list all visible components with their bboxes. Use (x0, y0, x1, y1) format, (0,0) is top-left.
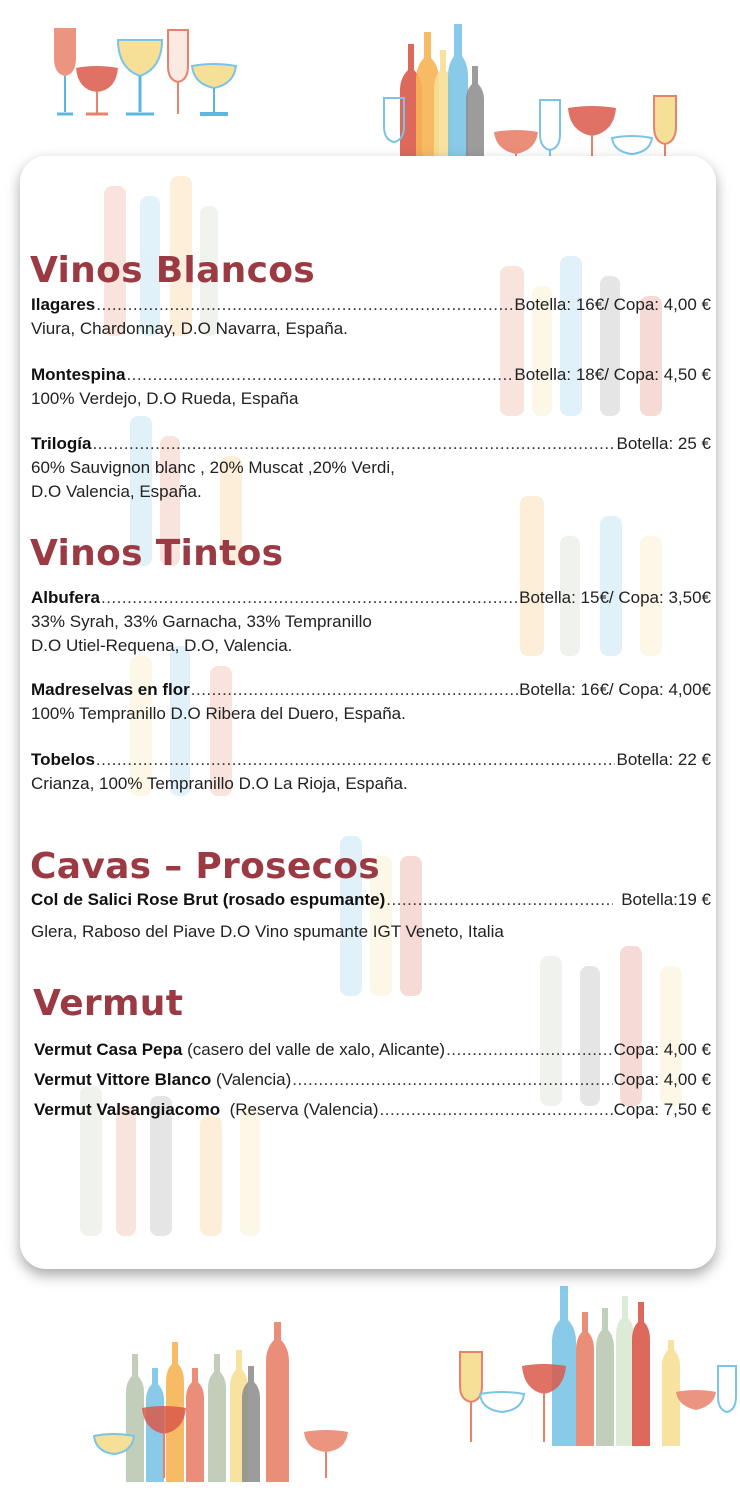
item-name: Col de Salici Rose Brut (rosado espumante) (31, 890, 386, 909)
item-price: Botella: 18€/ Copa: 4,50 € (514, 365, 711, 384)
section-title-vermut: Vermut (33, 983, 184, 1024)
wine-glasses-illustration-top-left (48, 24, 248, 120)
menu-item-tobelos (31, 750, 711, 770)
item-description: Crianza, 100% Tempranillo D.O La Rioja, España. (31, 774, 408, 793)
menu-item-vermut-valsangiacomo (34, 1100, 711, 1120)
menu-item-albufera (31, 588, 711, 608)
dot-leader (292, 1070, 612, 1090)
item-description: D.O Valencia, España. (31, 482, 202, 501)
item-note: (Valencia) (211, 1070, 292, 1089)
item-price: Botella: 16€/ Copa: 4,00 € (514, 295, 711, 314)
item-name: Vermut Casa Pepa (34, 1040, 183, 1059)
menu-item-montespina (31, 365, 711, 385)
item-price: Copa: 4,00 € (613, 1040, 711, 1059)
item-description: 100% Tempranillo D.O Ribera del Duero, España. (31, 704, 406, 723)
wine-bottles-illustration-bottom-right (456, 1282, 740, 1452)
item-description: D.O Utiel-Requena, D.O, Valencia. (31, 636, 293, 655)
menu-item-ilagares (31, 295, 711, 315)
dot-leader (96, 295, 513, 315)
item-name: Albufera (31, 588, 100, 607)
item-description: Viura, Chardonnay, D.O Navarra, España. (31, 319, 348, 338)
item-description: Glera, Raboso del Piave D.O Vino spumante IGT Veneto, Italia (31, 922, 504, 941)
dot-leader (96, 750, 616, 770)
dot-leader (386, 890, 613, 910)
dot-leader (126, 365, 513, 385)
dot-leader (446, 1040, 613, 1060)
dot-leader (101, 588, 518, 608)
menu-item-vermut-vittore-blanco (34, 1070, 711, 1090)
item-name: Trilogía (31, 434, 92, 453)
menu-item-trilogia (31, 434, 711, 454)
dot-leader (191, 680, 518, 700)
item-price: Botella: 22 € (616, 750, 711, 769)
section-title-vinos-blancos: Vinos Blancos (30, 250, 315, 291)
menu-item-vermut-casa-pepa (34, 1040, 711, 1060)
menu-card (20, 156, 716, 1269)
item-note: (Reserva (Valencia) (220, 1100, 379, 1119)
item-price: Botella:19 € (621, 890, 711, 909)
item-description: 33% Syrah, 33% Garnacha, 33% Tempranillo (31, 612, 372, 631)
item-price: Copa: 4,00 € (613, 1070, 711, 1089)
dot-leader (92, 434, 615, 454)
item-description: 100% Verdejo, D.O Rueda, España (31, 389, 299, 408)
item-description: 60% Sauvignon blanc , 20% Muscat ,20% Verdi, (31, 458, 395, 477)
item-price: Botella: 25 € (616, 434, 711, 453)
menu-item-madreselvas-en-flor (31, 680, 711, 700)
item-name: Montespina (31, 365, 126, 384)
item-name: Vermut Valsangiacomo (34, 1100, 221, 1119)
section-title-cavas-prosecos: Cavas – Prosecos (30, 846, 380, 887)
wine-bottles-illustration-bottom-left (90, 1318, 360, 1488)
item-name: Ilagares (31, 295, 96, 314)
item-price: Botella: 16€/ Copa: 4,00€ (519, 680, 711, 699)
dot-leader (380, 1100, 613, 1120)
item-note: (casero del valle de xalo, Alicante) (182, 1040, 446, 1059)
item-price: Copa: 7,50 € (613, 1100, 711, 1119)
item-price: Botella: 15€/ Copa: 3,50€ (519, 588, 711, 607)
item-name: Madreselvas en flor (31, 680, 190, 699)
item-name: Vermut Vittore Blanco (34, 1070, 212, 1089)
section-title-vinos-tintos: Vinos Tintos (30, 533, 284, 574)
menu-item-col-de-salici (31, 890, 711, 910)
item-name: Tobelos (31, 750, 95, 769)
